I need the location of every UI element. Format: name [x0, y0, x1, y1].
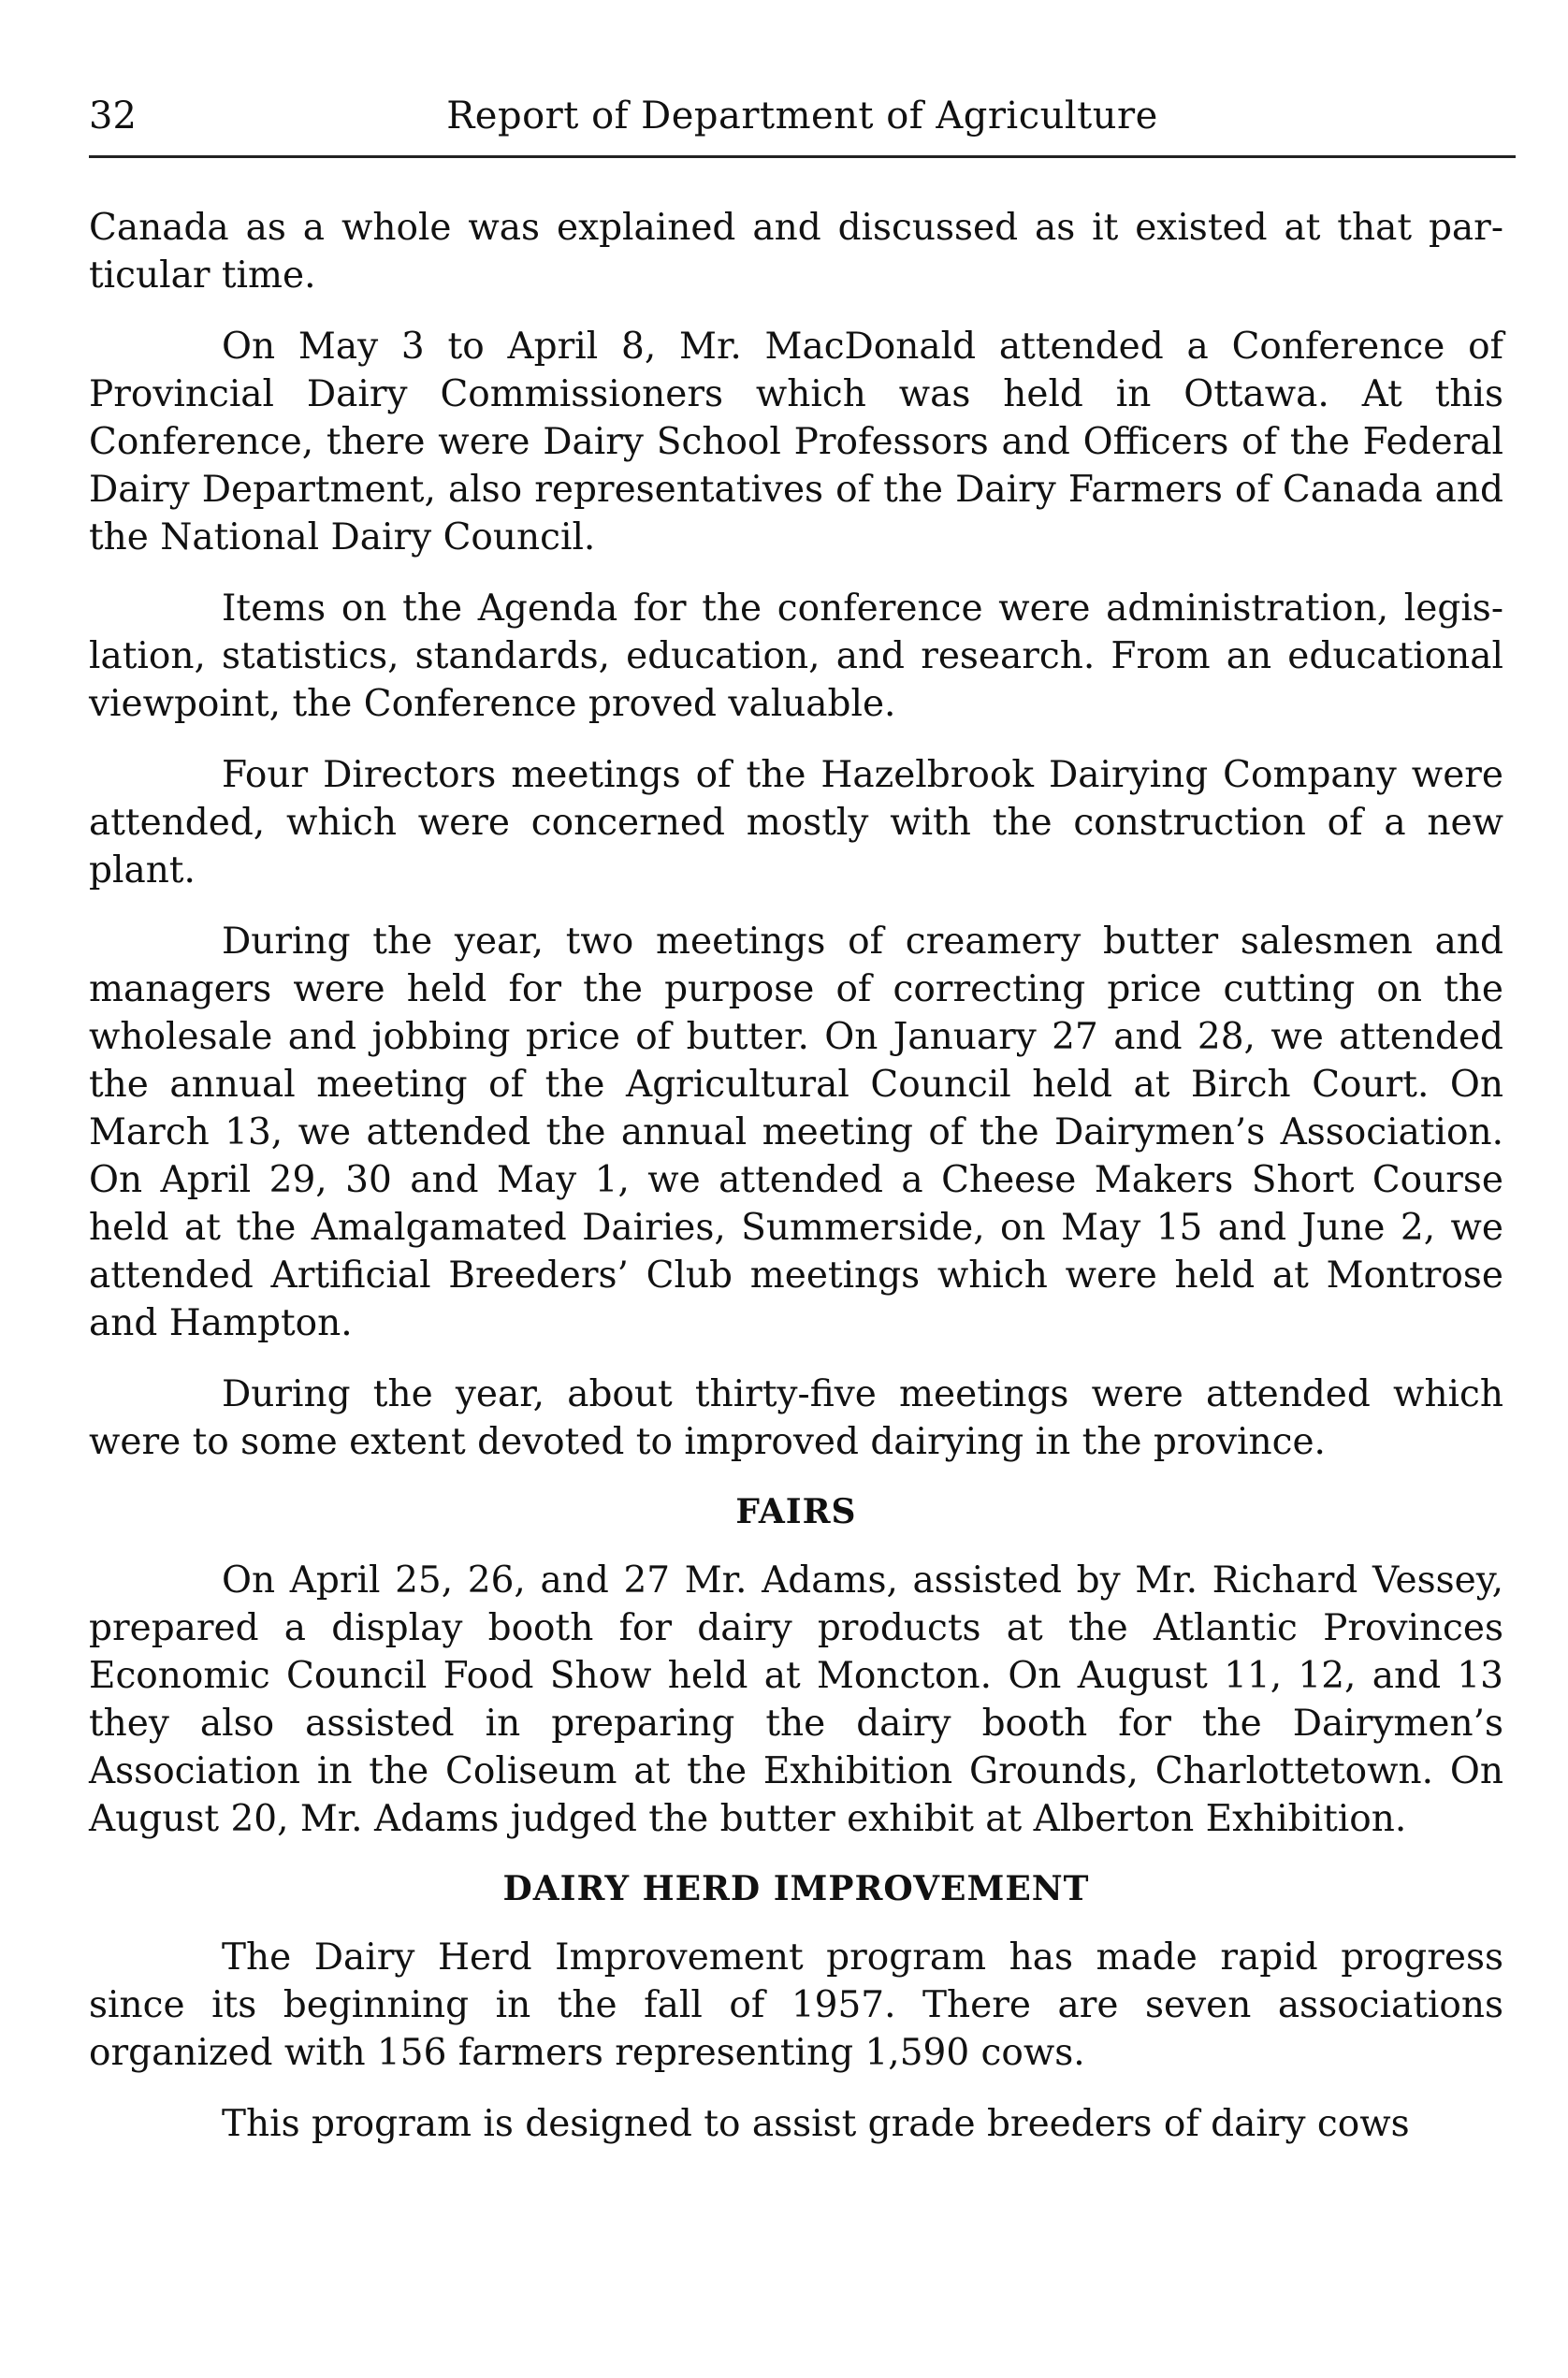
- paragraph-agenda: Items on the Agenda for the conference were administration, legislation, statistics, standards, education, and research. From an educational viewpoint, the Conference proved valuable.: [89, 587, 1503, 725]
- body-text: [89, 204, 1503, 2171]
- paragraph-continuation: Canada as a whole was explained and discussed as it existed at that particular time.: [89, 207, 1503, 297]
- page-number: 32: [89, 94, 137, 138]
- heading-fairs: FAIRS: [735, 1492, 857, 1531]
- paragraph-directors-meetings: Four Directors meetings of the Hazelbrook Dairying Company were attended, which were concerned mostly with the construction of a new plant.: [89, 754, 1503, 892]
- paragraph-conference: On May 3 to April 8, Mr. MacDonald attended a Conference of Provincial Dairy Commissioners which was held in Ottawa. At this Conference, there were Dairy School Professors and Officers of the Federal Dairy Department, also representatives of the Dairy Farmers of Canada and the National Dairy Council.: [89, 326, 1503, 558]
- paragraph-meetings-year: During the year, two meetings of creamery butter salesmen and managers were held for the purpose of correcting price cutting on the wholesale and jobbing price of butter. On January 27 and 28, we attended the annual meeting of the Agricultural Council held at Birch Court. On March 13, we attended the annual meeting of the Dairymen’s Association. On April 29, 30 and May 1, we attended a Cheese Makers Short Course held at the Amalgamated Dairies, Summerside, on May 15 and June 2, we attended Artificial Breeders’ Club meetings which were held at Montrose and Hampton.: [89, 921, 1503, 1344]
- running-title: Report of Department of Agriculture: [446, 94, 1158, 138]
- header-rule: [89, 155, 1516, 158]
- page-header: [89, 86, 1516, 152]
- paragraph-thirty-five-meetings: During the year, about thirty-five meetings were attended which were to some extent devoted to improved dairying in the province.: [89, 1373, 1503, 1463]
- heading-dairy-herd-improvement: DAIRY HERD IMPROVEMENT: [502, 1869, 1090, 1908]
- paragraph-fairs: On April 25, 26, and 27 Mr. Adams, assisted by Mr. Richard Vessey, prepared a display booth for dairy products at the Atlantic Provinces Economic Council Food Show held at Moncton. On August 11, 12, and 13 they also assisted in preparing the dairy booth for the Dairymen’s Association in the Coliseum at the Exhibition Grounds, Charlottetown. On August 20, Mr. Adams judged the butter exhibit at Alberton Exhibition.: [89, 1559, 1503, 1840]
- paragraph-herd-program: The Dairy Herd Improvement program has made rapid progress since its beginning in the fall of 1957. There are seven associations organized with 156 farmers representing 1,590 cows.: [89, 1936, 1503, 2074]
- paragraph-program-design: This program is designed to assist grade breeders of dairy cows: [222, 2103, 1410, 2145]
